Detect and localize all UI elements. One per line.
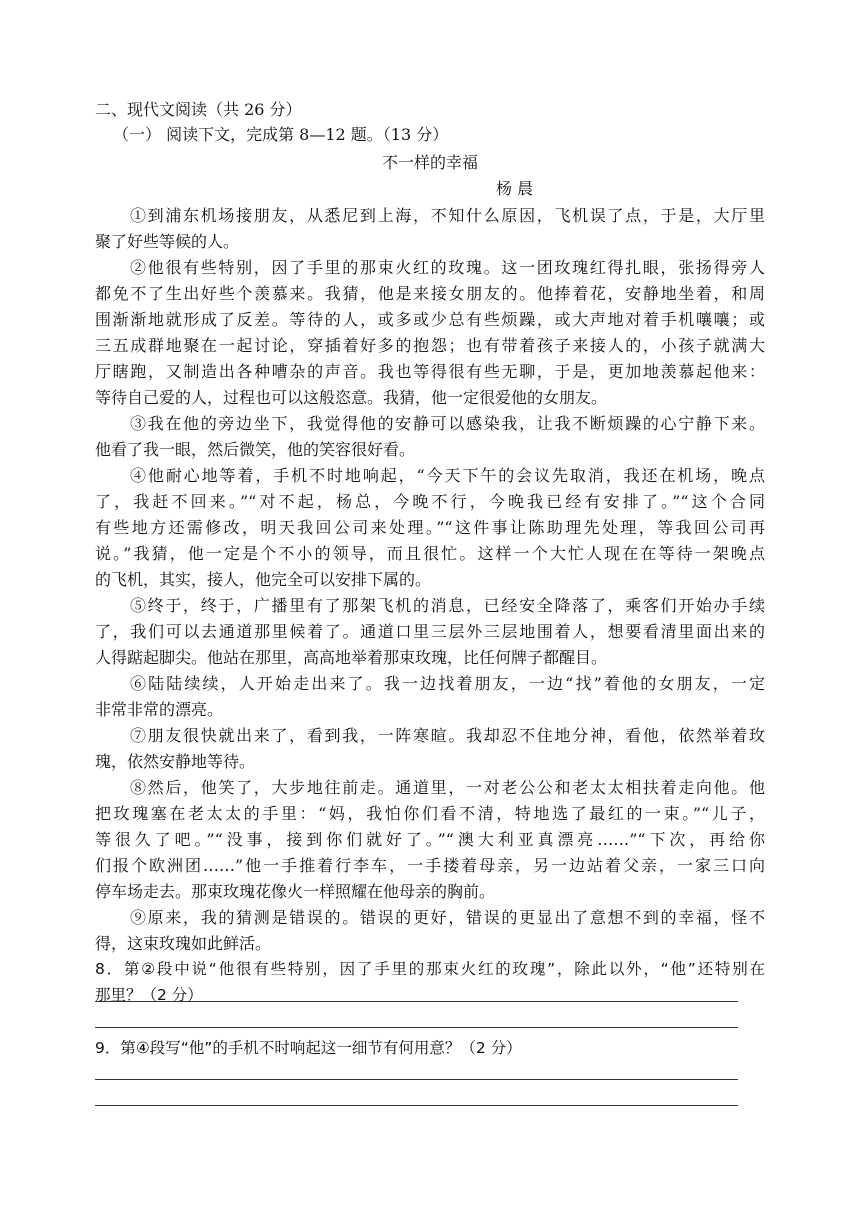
article-line: ⑤终于，终于，广播里有了那架飞机的消息，已经安全降落了，乘客们开始办手续 [130,596,765,615]
article-title: 不一样的幸福 [381,153,478,172]
answer-line-q8[interactable] [95,1001,738,1002]
article-line: 聚了好些等候的人。 [95,232,240,251]
article-line: 都免不了生出好些个羡慕来。我猜，他是来接女朋友的。他捧着花，安静地坐着，和周 [95,284,765,303]
article-line: 人得踮起脚尖。他站在那里，高高地举着那束玫瑰，比任何牌子都醒目。 [95,648,608,667]
article-line: ④他耐心地等着，手机不时地响起，“今天下午的会议先取消，我还在机场，晚点 [130,466,765,485]
article-line: 非常非常的漂亮。 [95,700,224,719]
article-line: 了，我赶不回来。”“对不起，杨总，今晚不行，今晚我已经有安排了。”“这个合同 [95,492,765,511]
article-line: 有些地方还需修改，明天我回公司来处理。”“这件事让陈助理先处理，等我回公司再 [95,518,765,537]
article-line: 三五成群地聚在一起讨论，穿插着好多的抱怨；也有带着孩子来接人的，小孩子就满大 [95,336,765,355]
article-line: 围渐渐地就形成了反差。等待的人，或多或少总有些烦躁，或大声地对着手机嚷嚷；或 [95,310,765,329]
article-line: ⑨原来，我的猜测是错误的。错误的更好，错误的更显出了意想不到的幸福，怪不 [130,908,765,927]
article-line: 停车场走去。那束玫瑰花像火一样照耀在他母亲的胸前。 [95,882,496,901]
question-8-text: 8．第②段中说“他很有些特别，因了手里的那束火红的玫瑰”，除此以外，“他”还特别在 [95,960,765,978]
article-line: ①到浦东机场接朋友，从悉尼到上海，不知什么原因，飞机误了点，于是，大厅里 [130,206,765,225]
article-line: ⑥陆陆续续，人开始走出来了。我一边找着朋友，一边“找”着他的女朋友，一定 [130,674,765,693]
answer-line-q8[interactable] [95,1027,738,1028]
article-line: 等待自己爱的人，过程也可以这般恣意。我猜，他一定很爱他的女朋友。 [95,388,608,407]
article-line: ⑧然后，他笑了，大步地往前走。通道里，一对老公公和老太太相扶着走向他。他 [130,778,765,797]
article-line: ③我在他的旁边坐下，我觉得他的安静可以感染我，让我不断烦躁的心宁静下来。 [130,414,765,433]
subsection-title: （一） 阅读下文，完成第 8—12 题。（13 分） [113,125,449,144]
article-line: 瑰，依然安静地等待。 [95,752,256,771]
article-line: 的飞机，其实，接人，他完全可以安排下属的。 [95,570,432,589]
question-8-text: 那里？（2 分） [95,986,203,1004]
article-author: 杨 晨 [496,179,534,198]
article-line: 等很久了吧。”“没事，接到你们就好了。”“澳大利亚真漂亮……”“下次，再给你 [95,830,765,849]
question-9-text: 9．第④段写“他”的手机不时响起这一细节有何用意？（2 分） [95,1039,522,1057]
article-line: 厅瞎跑，又制造出各种嘈杂的声音。我也等得很有些无聊，于是，更加地羡慕起他来： [95,362,765,381]
answer-line-q9[interactable] [95,1105,738,1106]
article-line: 把玫瑰塞在老太太的手里：“妈，我怕你们看不清，特地选了最红的一束。”“儿子， [95,804,765,823]
answer-line-q9[interactable] [95,1079,738,1080]
article-line: ⑦朋友很快就出来了，看到我，一阵寒暄。我却忍不住地分神，看他，依然举着玫 [130,726,765,745]
article-line: 们报个欧洲团……”他一手推着行李车，一手搂着母亲，另一边站着父亲，一家三口向 [95,856,765,875]
article-line: 了，我们可以去通道那里候着了。通道口里三层外三层地围着人，想要看清里面出来的 [95,622,765,641]
article-line: ②他很有些特别，因了手里的那束火红的玫瑰。这一团玫瑰红得扎眼，张扬得旁人 [130,258,765,277]
section-title: 二、现代文阅读（共 26 分） [95,100,302,119]
article-line: 说。”我猜，他一定是个不小的领导，而且很忙。这样一个大忙人现在在等待一架晚点 [95,544,765,563]
article-line: 他看了我一眼，然后微笑，他的笑容很好看。 [95,440,416,459]
article-line: 得，这束玫瑰如此鲜活。 [95,934,272,953]
